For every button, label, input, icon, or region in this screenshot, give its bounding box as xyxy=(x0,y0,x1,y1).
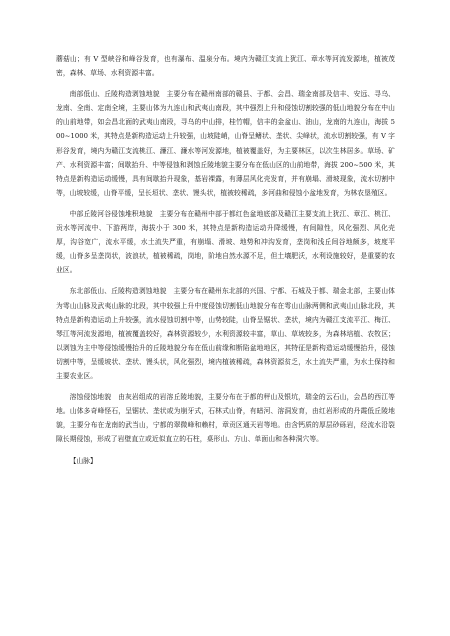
paragraph-gap xyxy=(56,80,395,87)
paragraph-northeast-landform: 东北部低山、丘陵构造剥蚀地貌 主要分布在赣州东北部的兴国、宁都、石城及于都、瑞金北部，主要山体为雩山山脉及武夷山脉的北段，其中较强上升中度侵蚀切割低山地貌分布在雩山山脉两侧和武夷山山脉北段，其特点是新构造运动上升较强，流水侵蚀切割中等，山势较陡，山脊呈锯状、垄状，境内为赣江支流平江、梅江、琴江等河流发源地，植被覆盖较好，森林资源较少，水利资源较丰富，草山、草坡较多，为森林培植、农牧区；以剥蚀为主中等侵蚀缓慢抬升的丘陵地貌分布在低山前缘和断陷盆地地区，其特征是新构造运动缓慢抬升，侵蚀切割中等，呈缓坡状、垄状、馒头状，风化强烈，境内植被稀疏，森林资源贫乏，水土流失严重，为水土保持和主要农业区。 xyxy=(56,287,395,380)
paragraph-gap xyxy=(56,277,395,284)
paragraph-gap xyxy=(56,383,395,390)
section-heading-mountains: 【山脉】 xyxy=(69,457,97,466)
paragraph-central-landform: 中部丘陵河谷侵蚀堆积地貌 主要分布在赣州中部于都红色盆地底部及赣江主要支流上犹江、章江、桃江、贡水等河流中、下游两岸，海拔小于 300 米，其特点是新构造运动升降缓慢，有间隙性，风化强烈、风化壳厚，沟谷宽广，流水平缓，水土流失严重，有崩塌、滑坡、地势和冲沟发育，垄岗和浅丘间谷地颇多，坡度平缓，山脊多呈垄岗状，波浪状，植被稀疏，岗地，阶地自然水源不足，但土壤肥沃，水利设施较好，是重要的农业区。 xyxy=(56,209,395,275)
paragraph-intro: 蘑菇山；有 V 型峡谷和峰谷发育，也有瀑布、温泉分布。境内为赣江支流上犹江、章水等河流发源地，植被茂密，森林、草场、水利资源丰富。 xyxy=(56,55,395,78)
paragraph-gap xyxy=(56,200,395,207)
paragraph-southern-landform: 南部低山、丘陵构造剥蚀地貌 主要分布在赣州南部的赣县、于都、会昌、瑞金南部及信丰、安远、寻乌、龙南、全南、定南全境，主要山体为九连山和武夷山南段，其中强烈上升和侵蚀切割较强的低山地貌分布在中山的山前地带，如会昌北面的武夷山南段，寻乌的中山排，桂竹帽，信丰的金盆山、油山，龙南的九连山，海拔 500~1000 米，其特点是新构造运动上升较强，山坡陡峭，山脊呈鳍状、垄状、尖峰状，流水切割较强，有 V 字形谷发育，境内为赣江支流桃江、濂江、濂水等河发源地，植被覆盖好，为主要林区，以次生林居多。草场、矿产、水利资源丰富；间歇抬升、中等侵蚀和剥蚀丘陵地貌主要分布在低山区的山前地带，海拔 200~500 米，其特点是新构造运动缓慢，具有间歇抬升现象，基岩裸露，有薄层风化壳发育，并有崩塌、滑坡现象，流水切割中等，山坡较缓，山脊平缓，呈长垣状、垄状、馒头状，植被较稀疏，多河曲和侵蚀小盆地发育，为林农垦殖区。 xyxy=(56,90,395,197)
paragraph-karst-landform: 溶蚀侵蚀地貌 由灰岩组成的岩溶丘陵地貌，主要分布在于都的秤山及银坑，瑞金的云石山，会昌的西江等地。山体多奇峰怪石，呈锯状、垄状或为崩牙式，石林式山脊，有暗河、溶洞发育，由红岩形成的丹霞低丘陵地貌，主要分布在龙南的武当山，宁都的翠微峰和赖村，章贡区通天岩等地。由含钙质的厚层砂砾岩，经流水沿裂隙长期侵蚀，形成了岩壁直立或近似直立的石柱，桌形山、方山、单面山和各种洞穴等。 xyxy=(56,393,395,444)
